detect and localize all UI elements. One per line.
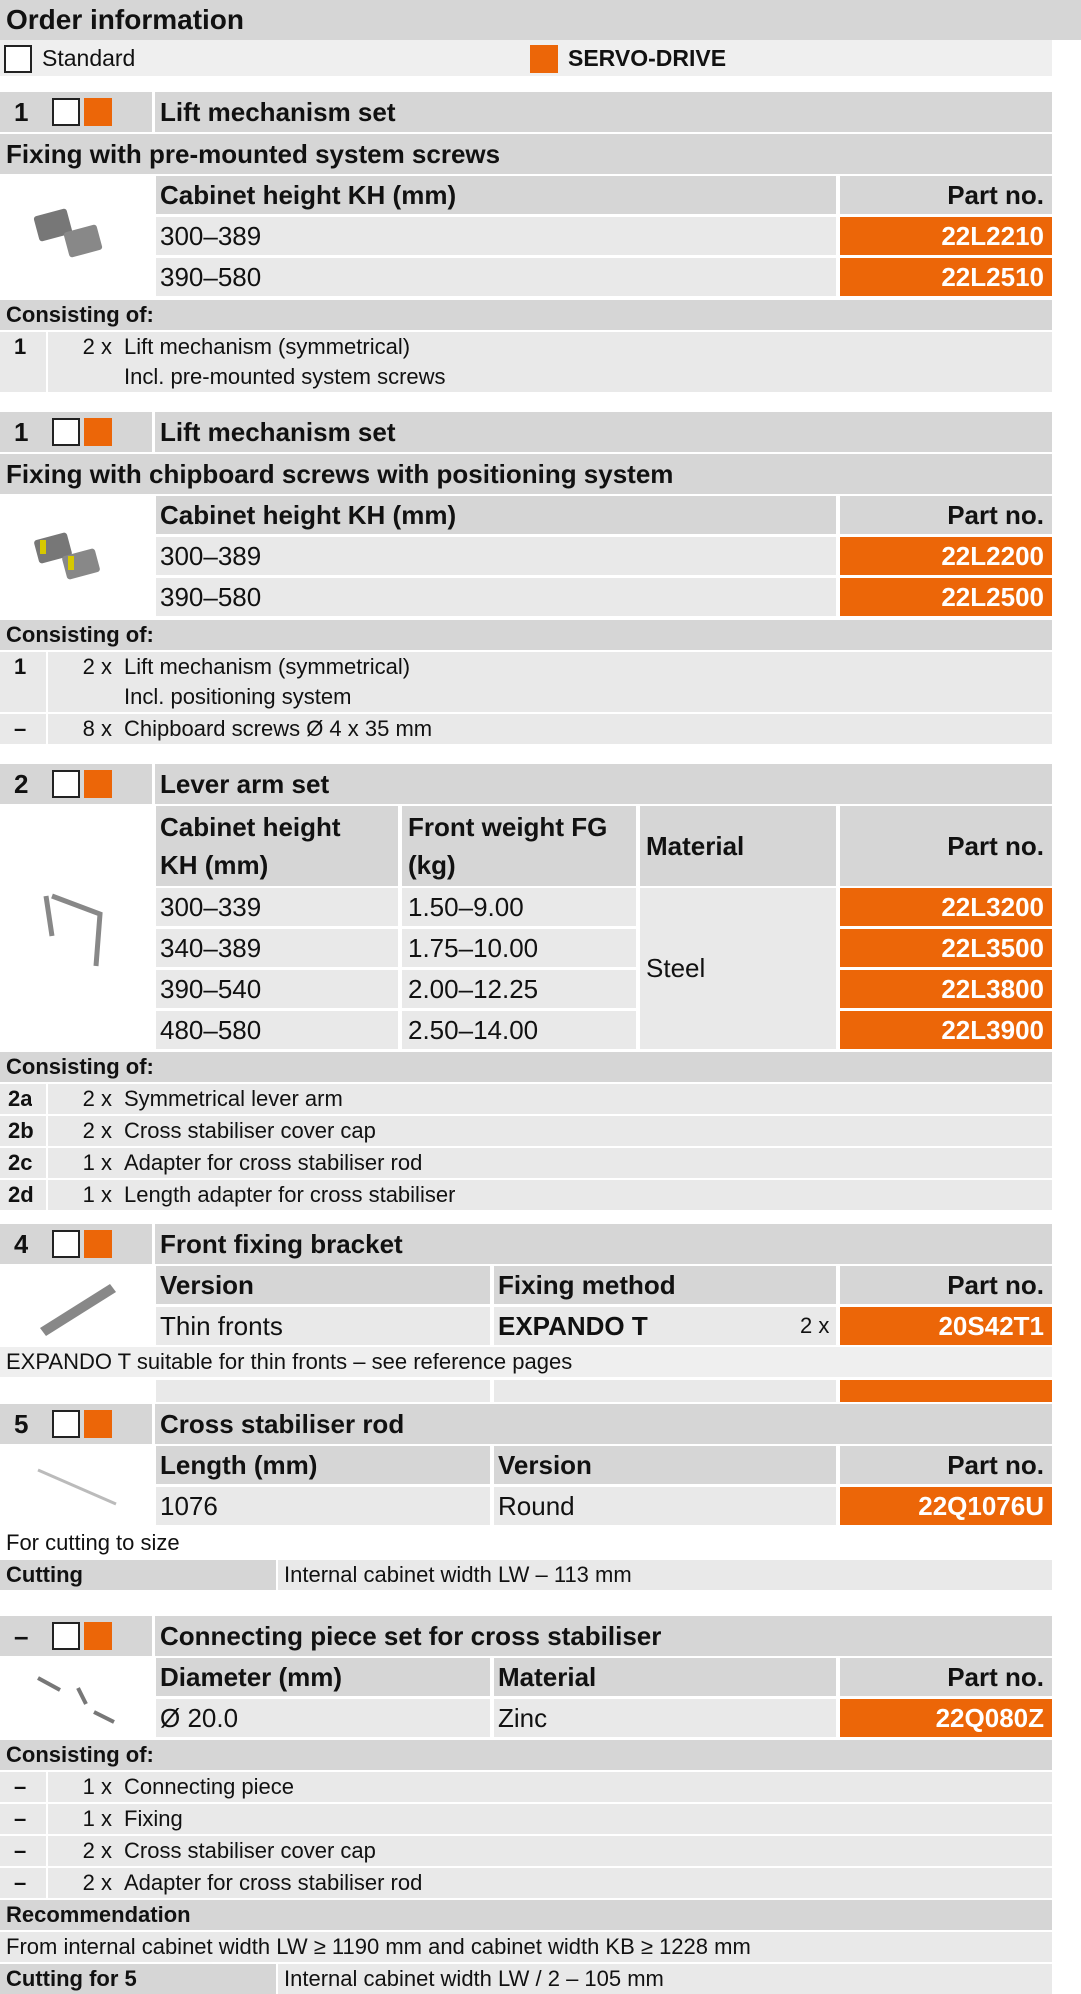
list-item <box>0 1772 1052 1802</box>
product-thumbnail <box>0 1266 152 1346</box>
table-cell-weight: 2.00–12.25 <box>402 970 636 1008</box>
table-cell-weight: 1.50–9.00 <box>402 888 636 926</box>
column-header-material: Material <box>494 1658 836 1696</box>
column-header-diameter: Diameter (mm) <box>156 1658 490 1696</box>
section-header <box>0 412 1052 452</box>
section-number: 2 <box>14 768 29 799</box>
part-number: 22L3900 <box>840 1011 1052 1049</box>
column-header-height: Cabinet height KH (mm) <box>156 496 836 534</box>
legend-standard-label: Standard <box>42 44 136 71</box>
item-description: Symmetrical lever arm <box>124 1086 343 1111</box>
part-number: 22L2210 <box>840 217 1052 255</box>
cutting-label: Cutting <box>0 1560 276 1590</box>
column-header-part: Part no. <box>840 806 1052 886</box>
servo-drive-swatch-icon <box>84 1410 112 1438</box>
item-number: 1 <box>14 654 27 679</box>
part-number: 22L3500 <box>840 929 1052 967</box>
item-number: 2d <box>8 1182 34 1207</box>
table-cell-height: 390–540 <box>156 970 398 1008</box>
table-cell-height: 300–339 <box>156 888 398 926</box>
column-header-line: Cabinet height <box>160 811 341 842</box>
column-header-part: Part no. <box>840 1266 1052 1304</box>
part-number: 22L2510 <box>840 258 1052 296</box>
section-header <box>0 1404 1052 1444</box>
column-header-line: (kg) <box>408 849 456 880</box>
part-number: 22Q1076U <box>840 1487 1052 1525</box>
item-number: – <box>14 1870 27 1895</box>
part-number: 22L2200 <box>840 537 1052 575</box>
item-quantity: 2 x <box>82 1118 112 1143</box>
table-cell-version: Thin fronts <box>156 1307 490 1345</box>
item-number: 2c <box>8 1150 33 1175</box>
table-cell-material: Steel <box>640 888 836 1049</box>
item-quantity: 1 x <box>82 1150 112 1175</box>
item-quantity: 2 x <box>82 334 112 359</box>
column-header-part: Part no. <box>840 1446 1052 1484</box>
part-number: 22L3200 <box>840 888 1052 926</box>
legend-servo-label: SERVO-DRIVE <box>568 44 727 71</box>
list-item <box>0 1116 1052 1146</box>
table-cell-height: 390–580 <box>156 578 836 616</box>
lift-mechanism-icon <box>0 176 152 298</box>
item-quantity: 2 x <box>82 1838 112 1863</box>
part-number: 22Q080Z <box>840 1699 1052 1737</box>
table-cell-weight: 1.75–10.00 <box>402 929 636 967</box>
cutting-label: Cutting for 5 <box>0 1964 276 1994</box>
column-header-line: Front weight FG <box>408 811 608 842</box>
consisting-label: Consisting of: <box>0 1052 1052 1082</box>
part-number: 20S42T1 <box>840 1307 1052 1345</box>
column-header-part: Part no. <box>840 1658 1052 1696</box>
list-item <box>0 652 1052 712</box>
item-number: 2a <box>8 1086 33 1111</box>
section-header <box>0 764 1052 804</box>
legend-bar <box>0 40 1052 76</box>
table-cell-height: 300–389 <box>156 537 836 575</box>
column-header-version: Version <box>494 1446 836 1484</box>
item-quantity: 2 x <box>82 654 112 679</box>
section-header <box>0 1224 1052 1264</box>
product-thumbnail <box>0 176 152 298</box>
item-description: Adapter for cross stabiliser rod <box>124 1870 423 1895</box>
table-cell-length: 1076 <box>156 1487 490 1525</box>
fixing-method: EXPANDO T <box>498 1310 648 1341</box>
list-item <box>0 1180 1052 1210</box>
standard-swatch-icon <box>52 1410 80 1438</box>
lever-arm-icon <box>0 806 152 1050</box>
servo-drive-swatch-icon <box>84 1622 112 1650</box>
column-header-part: Part no. <box>840 496 1052 534</box>
item-number: 1 <box>14 334 27 359</box>
item-description: Cross stabiliser cover cap <box>124 1838 376 1863</box>
servo-drive-swatch-icon <box>84 770 112 798</box>
item-quantity: 2 x <box>800 1313 830 1338</box>
servo-drive-swatch-icon <box>84 418 112 446</box>
item-description: Connecting piece <box>124 1774 295 1799</box>
standard-swatch-icon <box>4 45 32 73</box>
item-description: Lift mechanism (symmetrical) <box>124 654 411 679</box>
consisting-label: Consisting of: <box>0 300 1052 330</box>
list-item <box>0 1804 1052 1834</box>
section-header <box>0 1616 1052 1656</box>
section-number: 1 <box>14 416 29 447</box>
list-item <box>0 1868 1052 1898</box>
consisting-label: Consisting of: <box>0 1740 1052 1770</box>
item-number: 2b <box>8 1118 34 1143</box>
standard-swatch-icon <box>52 1230 80 1258</box>
section-number: – <box>14 1620 29 1651</box>
section-number: 1 <box>14 96 29 127</box>
standard-swatch-icon <box>52 98 80 126</box>
column-header-part: Part no. <box>840 176 1052 214</box>
stabiliser-rod-icon <box>0 1446 152 1526</box>
column-header-version: Version <box>156 1266 490 1304</box>
item-description: Adapter for cross stabiliser rod <box>124 1150 423 1175</box>
item-description: Fixing <box>124 1806 183 1831</box>
standard-swatch-icon <box>52 1622 80 1650</box>
item-quantity: 1 x <box>82 1182 112 1207</box>
list-item <box>0 1836 1052 1866</box>
item-description: Length adapter for cross stabiliser <box>124 1182 456 1207</box>
table-cell-height: 340–389 <box>156 929 398 967</box>
list-item <box>0 1148 1052 1178</box>
item-description: Incl. pre-mounted system screws <box>124 364 446 389</box>
table-cell-version: Round <box>494 1487 836 1525</box>
item-description: Chipboard screws Ø 4 x 35 mm <box>124 716 433 741</box>
section-title: Cross stabiliser rod <box>160 1408 405 1439</box>
note: EXPANDO T suitable for thin fronts – see reference pages <box>0 1347 1052 1377</box>
item-description: Lift mechanism (symmetrical) <box>124 334 411 359</box>
product-thumbnail <box>0 1658 152 1738</box>
note: For cutting to size <box>6 1530 180 1555</box>
column-header-weight <box>402 806 636 886</box>
item-quantity: 1 x <box>82 1806 112 1831</box>
recommendation-text: From internal cabinet width LW ≥ 1190 mm and cabinet width KB ≥ 1228 mm <box>0 1932 1052 1962</box>
item-quantity: 2 x <box>82 1086 112 1111</box>
servo-drive-swatch-icon <box>84 98 112 126</box>
section-title: Front fixing bracket <box>160 1228 403 1259</box>
section-subtitle: Fixing with pre-mounted system screws <box>0 134 1052 174</box>
list-item <box>0 332 1052 392</box>
product-thumbnail <box>0 1446 152 1526</box>
column-header-height: Cabinet height KH (mm) <box>156 176 836 214</box>
table-cell-height: 480–580 <box>156 1011 398 1049</box>
servo-drive-swatch-icon <box>530 45 558 73</box>
section-header <box>0 92 1052 132</box>
part-number: 22L2500 <box>840 578 1052 616</box>
list-item <box>0 1084 1052 1114</box>
column-header-height <box>156 806 398 886</box>
recommendation-label: Recommendation <box>0 1900 1052 1930</box>
item-quantity: 1 x <box>82 1774 112 1799</box>
table-cell-fixing <box>494 1307 836 1345</box>
section-title: Connecting piece set for cross stabiliser <box>160 1620 662 1651</box>
fixing-bracket-icon <box>0 1266 152 1346</box>
page-title: Order information <box>0 0 1081 40</box>
column-header-material: Material <box>640 806 836 886</box>
item-description: Incl. positioning system <box>124 684 352 709</box>
column-header-fixing: Fixing method <box>494 1266 836 1304</box>
section-title: Lever arm set <box>160 768 330 799</box>
list-item <box>0 714 1052 744</box>
connecting-piece-icon <box>0 1658 152 1738</box>
section-title: Lift mechanism set <box>160 96 396 127</box>
cutting-value: Internal cabinet width LW / 2 – 105 mm <box>278 1964 1052 1994</box>
item-quantity: 8 x <box>82 716 112 741</box>
section-title: Lift mechanism set <box>160 416 396 447</box>
table-cell-diameter: Ø 20.0 <box>156 1699 490 1737</box>
item-quantity: 2 x <box>82 1870 112 1895</box>
table-cell-material: Zinc <box>494 1699 836 1737</box>
table-cell-weight: 2.50–14.00 <box>402 1011 636 1049</box>
item-number: – <box>14 1774 27 1799</box>
part-number: 22L3800 <box>840 970 1052 1008</box>
consisting-label: Consisting of: <box>0 620 1052 650</box>
servo-drive-swatch-icon <box>84 1230 112 1258</box>
section-subtitle: Fixing with chipboard screws with positioning system <box>0 454 1052 494</box>
section-number: 5 <box>14 1408 29 1439</box>
product-thumbnail <box>0 806 152 1050</box>
item-number: – <box>14 716 27 741</box>
section-number: 4 <box>14 1228 29 1259</box>
item-description: Cross stabiliser cover cap <box>124 1118 376 1143</box>
table-cell-height: 300–389 <box>156 217 836 255</box>
cutting-value: Internal cabinet width LW – 113 mm <box>278 1560 1052 1590</box>
column-header-line: KH (mm) <box>160 849 269 880</box>
lift-mechanism-icon <box>0 496 152 618</box>
column-header-length: Length (mm) <box>156 1446 490 1484</box>
product-thumbnail <box>0 496 152 618</box>
table-cell-height: 390–580 <box>156 258 836 296</box>
standard-swatch-icon <box>52 418 80 446</box>
standard-swatch-icon <box>52 770 80 798</box>
item-number: – <box>14 1806 27 1831</box>
item-number: – <box>14 1838 27 1863</box>
